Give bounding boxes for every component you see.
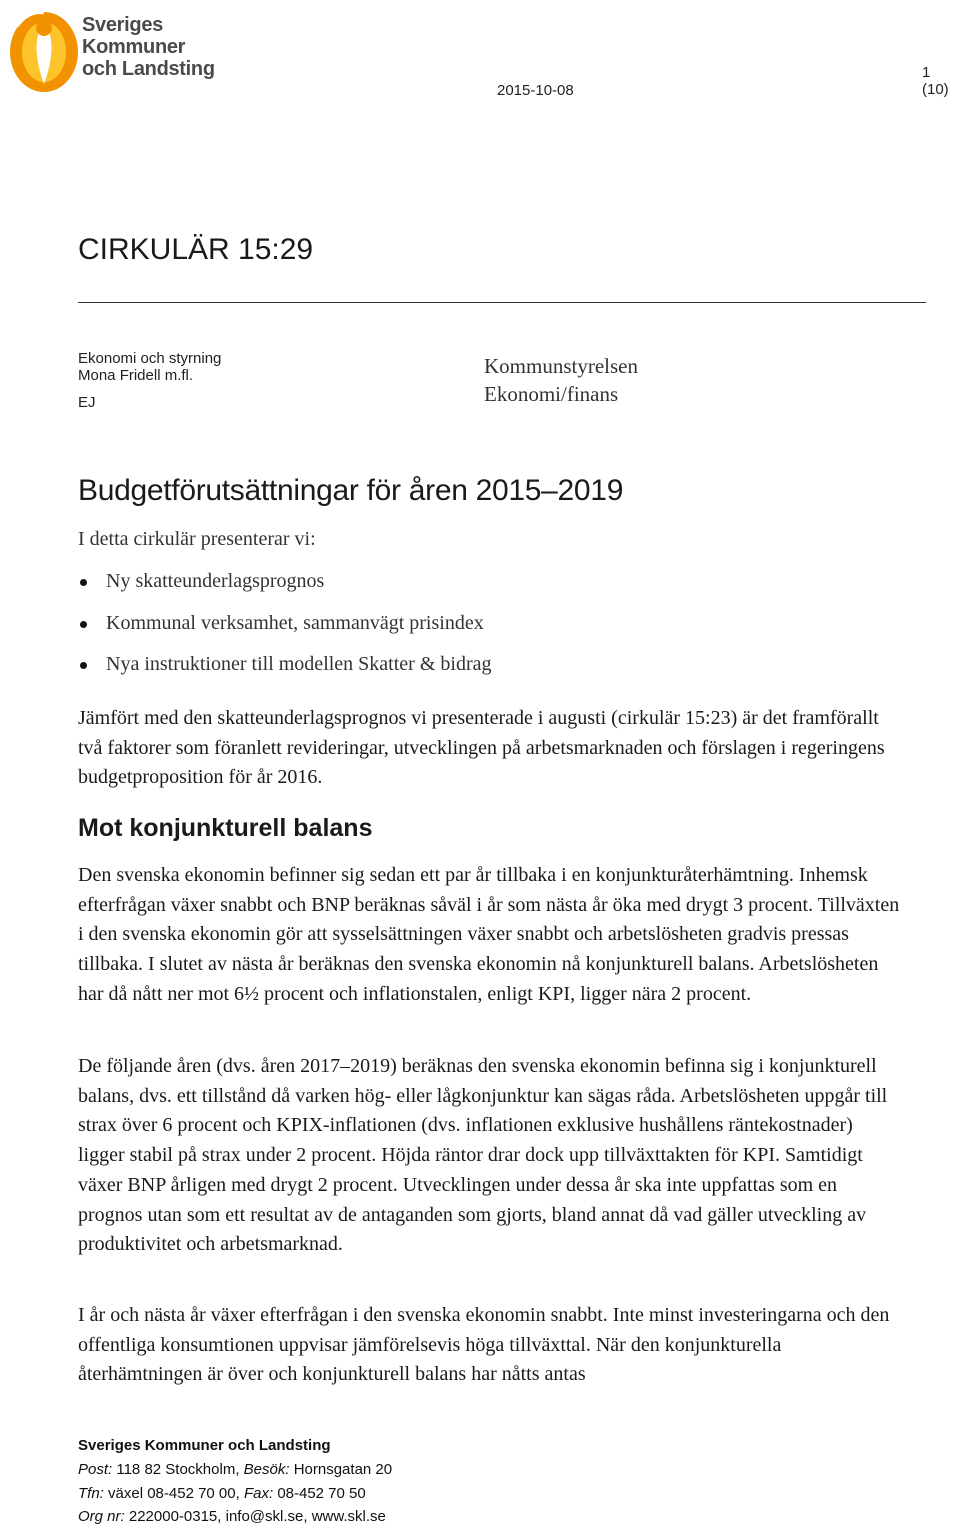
bullet-icon — [80, 621, 87, 628]
sender-department: Ekonomi och styrning — [78, 350, 222, 367]
sender-block — [78, 350, 221, 411]
logo-line-2: Kommuner — [82, 36, 186, 58]
list-item — [78, 653, 491, 695]
footer-visit-value: Hornsgatan 20 — [293, 1460, 393, 1478]
footer-fax-label: Fax: — [243, 1484, 274, 1502]
sender-initials: EJ — [78, 394, 96, 411]
intro-text: I detta cirkulär presenterar vi: — [78, 528, 316, 550]
list-item-text: Nya instruktioner till modellen Skatter & bidrag — [106, 653, 492, 675]
list-item — [78, 612, 491, 654]
paragraph-1: Jämfört med den skatteunderlagsprognos vi presenterade i augusti (cirkulär 15:23) är det framförallt två faktorer som föranlett revideringar, utvecklingen på arbetsmarknaden och förslagen i regeringens budgetproposition för år 2016. — [78, 707, 885, 789]
recipient-line-1: Kommunstyrelsen — [484, 354, 638, 378]
footer-phone-label: Tfn: — [78, 1484, 104, 1502]
footer — [78, 1434, 392, 1529]
page-number: 1 (10) — [922, 64, 949, 98]
footer-address — [78, 1458, 392, 1482]
footer-organization: Sveriges Kommuner och Landsting — [78, 1437, 331, 1454]
footer-post-label: Post: — [78, 1460, 113, 1478]
footer-visit-label: Besök: — [243, 1460, 290, 1478]
footer-orgnr-label: Org nr: — [78, 1508, 125, 1526]
bullet-list — [78, 570, 491, 695]
bullet-icon — [80, 579, 87, 586]
logo-wordmark — [82, 14, 215, 80]
sender-names: Mona Fridell m.fl. — [78, 367, 194, 384]
list-item-text: Ny skatteunderlagsprognos — [106, 570, 325, 592]
list-item — [78, 570, 491, 612]
section-heading: Mot konjunkturell balans — [78, 814, 373, 842]
title-divider — [78, 302, 926, 303]
footer-fax-value: 08-452 70 50 — [277, 1484, 366, 1502]
footer-post-value: 118 82 Stockholm, — [116, 1460, 240, 1478]
list-item-text: Kommunal verksamhet, sammanvägt prisindex — [106, 611, 484, 634]
paragraph-2: Den svenska ekonomin befinner sig sedan ett par år tillbaka i en konjunkturåterhämtning. Inhemsk efterfrågan växer snabbt och BNP beräknas såväl i år som nästa år öka med drygt 3 procent. Tillväxten i den svenska ekonomin gör att sysselsättningen växer snabbt och arbetslösheten gradvis pressas tillbaka. I slutet av nästa år beräknas den svenska ekonomin nå konjunkturell balans. Arbetslösheten har då nått ner mot 6½ procent och inflationstalen, enligt KPI, ligger nära 2 procent. — [78, 864, 900, 1005]
main-heading: Budgetförutsättningar för åren 2015–2019 — [78, 474, 624, 507]
bullet-icon — [80, 662, 87, 669]
footer-orgnr-value: 222000-0315, info@skl.se, www.skl.se — [128, 1508, 386, 1526]
logo-line-3: och Landsting — [82, 58, 215, 80]
recipient-block — [484, 352, 638, 408]
skl-emblem-icon — [4, 6, 84, 98]
footer-orgnr — [78, 1505, 392, 1529]
paragraph-4: I år och nästa år växer efterfrågan i den svenska ekonomin snabbt. Inte minst investeringarna och den offentliga konsumtionen uppvisar jämförelsevis höga tillväxttal. När den konjunkturella återhämtningen är över och konjunkturell balans har nåtts antas — [78, 1304, 890, 1386]
logo-line-1: Sveriges — [82, 14, 163, 36]
document-title: CIRKULÄR 15:29 — [78, 233, 314, 266]
document-date: 2015-10-08 — [497, 82, 574, 99]
footer-phone-value: växel 08-452 70 00, — [108, 1484, 240, 1502]
paragraph-3: De följande åren (dvs. åren 2017–2019) beräknas den svenska ekonomin befinna sig i konjunkturell balans, dvs. ett tillstånd då varken hög- eller lågkonjunktur kan sägas råda. Arbetslösheten uppgår till strax över 6 procent och KPIX-inflationen (dvs. inflationen exklusive hushållens räntekostnader) ligger stabil på strax under 2 procent. Höjda räntor drar dock upp tillväxttakten för KPI. Samtidigt växer BNP årligen med drygt 2 procent. Utvecklingen under dessa år ska inte uppfattas som en prognos utan som ett resultat av de antaganden som gjorts, bland annat då vad gäller utveckling av produktivitet och arbetsmarknad. — [78, 1055, 888, 1256]
footer-phone — [78, 1482, 392, 1506]
recipient-line-2: Ekonomi/finans — [484, 382, 619, 406]
